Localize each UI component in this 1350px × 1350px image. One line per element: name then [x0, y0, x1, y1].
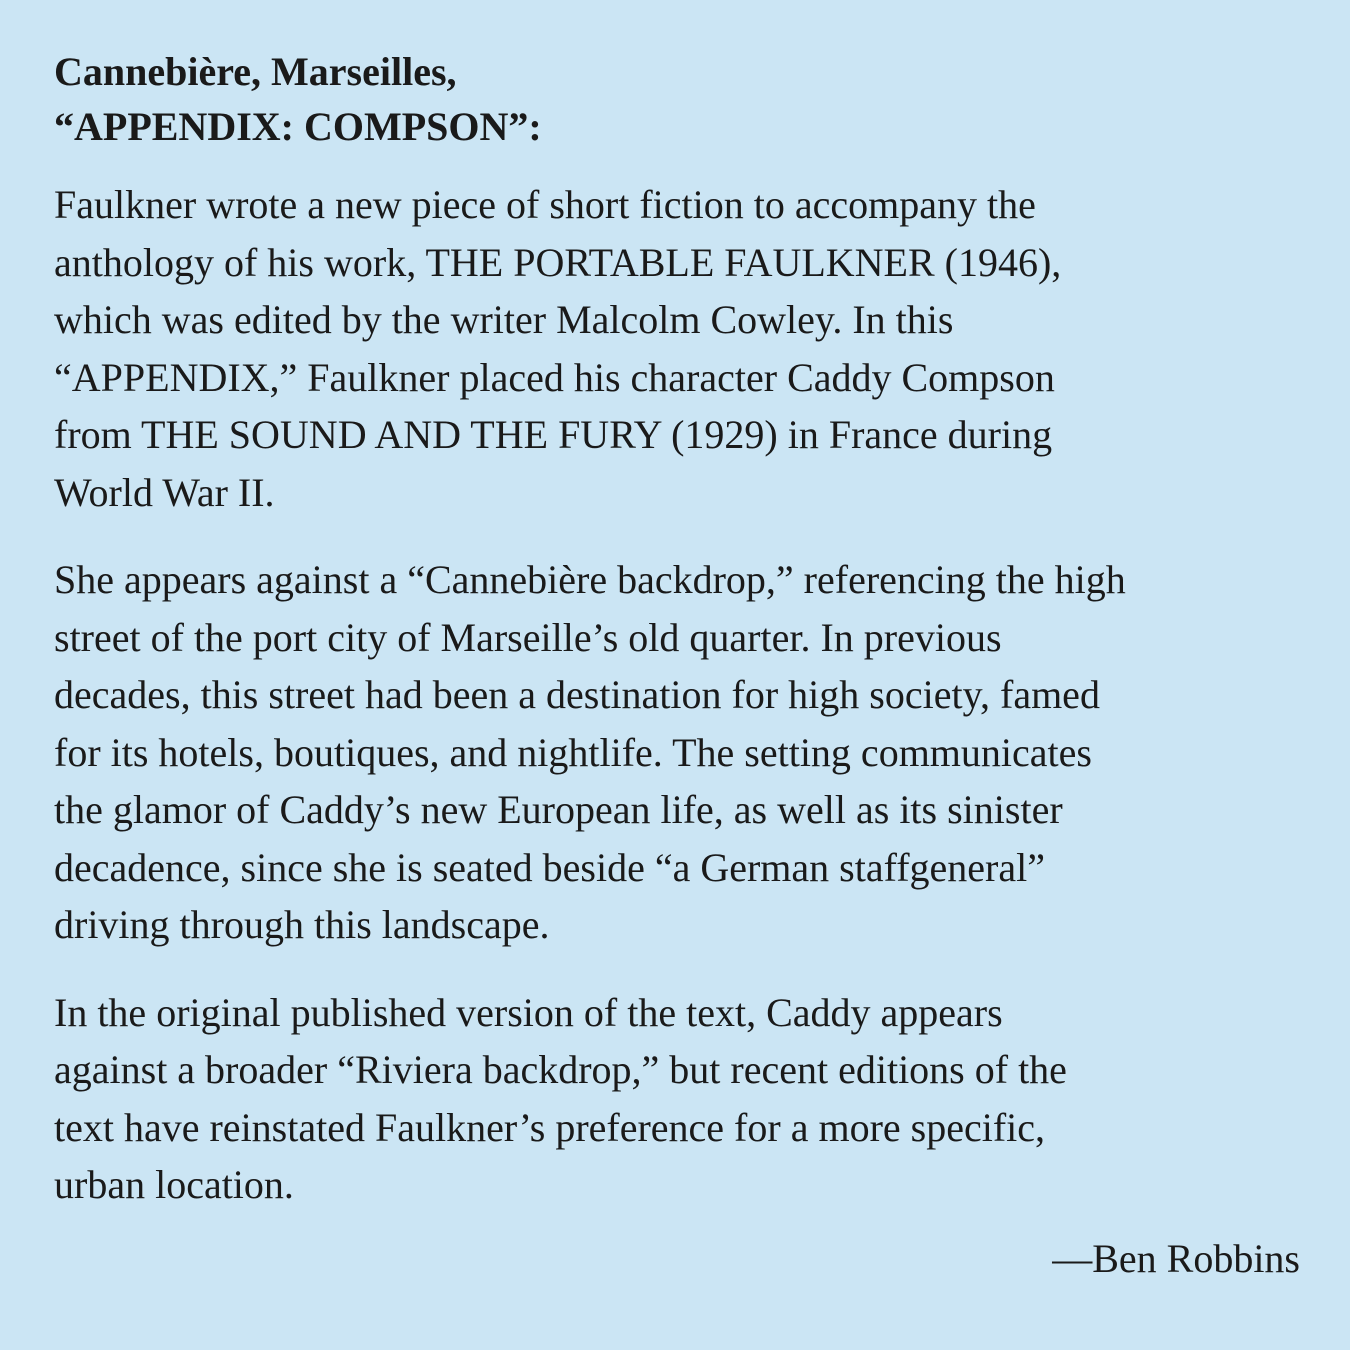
- paragraph-line: In the original published version of the text, Caddy appears: [54, 989, 1003, 1035]
- paragraph-3: [54, 984, 1304, 1214]
- paragraph-line: from THE SOUND AND THE FURY (1929) in France during: [54, 412, 1053, 457]
- paragraph-line: decadence, since she is seated beside “a German staffgeneral”: [54, 844, 1045, 890]
- paragraph-line: She appears against a “Cannebière backdrop,” referencing the high: [54, 557, 1126, 602]
- paragraph-line: the glamor of Caddy’s new European life, as well as its sinister: [54, 787, 1063, 832]
- paragraph-line: for its hotels, boutiques, and nightlife. The setting communicates: [54, 729, 1092, 775]
- paragraph-line: anthology of his work, THE PORTABLE FAULKNER (1946),: [54, 239, 1062, 285]
- paragraph-line: Faulkner wrote a new piece of short fiction to accompany the: [54, 182, 1036, 227]
- heading-line-2: “APPENDIX: COMPSON”:: [54, 104, 542, 149]
- heading-line-1: Cannebière, Marseilles,: [54, 49, 457, 94]
- paragraph-line: urban location.: [54, 1162, 294, 1207]
- paragraph-1: [54, 176, 1304, 521]
- author-signature: —Ben Robbins: [1052, 1236, 1300, 1281]
- paragraph-2: [54, 551, 1304, 954]
- paragraph-line: World War II.: [54, 469, 275, 515]
- paragraph-line: decades, this street had been a destination for high society, famed: [54, 672, 1100, 717]
- paragraph-line: driving through this landscape.: [54, 902, 550, 947]
- paragraph-line: against a broader “Riviera backdrop,” but recent editions of the: [54, 1047, 1067, 1092]
- paragraph-line: “APPENDIX,” Faulkner placed his character Caddy Compson: [54, 354, 1055, 400]
- paragraph-line: street of the port city of Marseille’s old quarter. In previous: [54, 614, 1002, 660]
- paragraph-line: which was edited by the writer Malcolm Cowley. In this: [54, 297, 954, 342]
- text-panel: [54, 44, 1304, 1244]
- heading: [54, 44, 1304, 154]
- paragraph-line: text have reinstated Faulkner’s preference for a more specific,: [54, 1104, 1046, 1150]
